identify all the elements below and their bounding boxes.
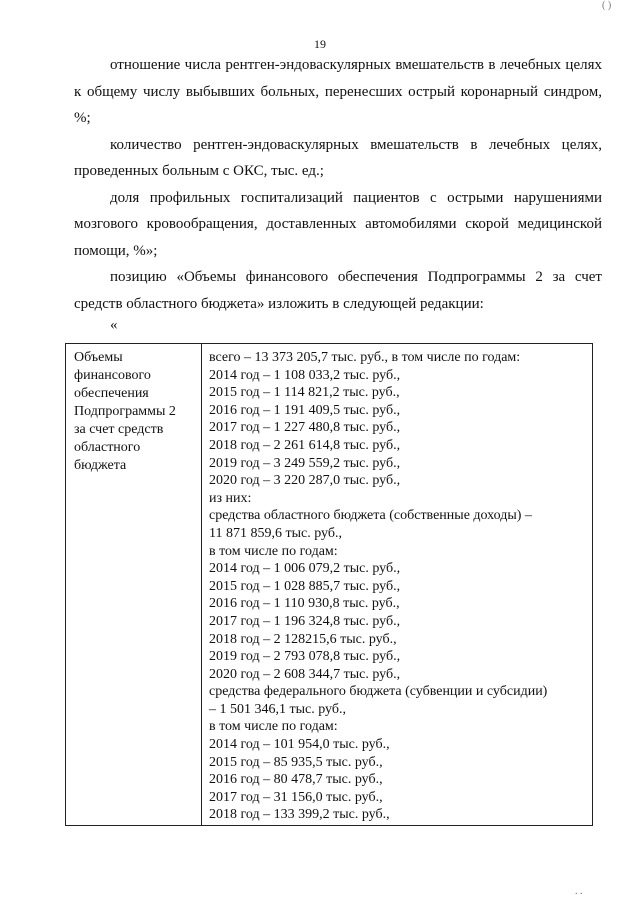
value-line: из них: bbox=[209, 490, 252, 506]
value-line: 2017 год – 1 196 324,8 тыс. руб., bbox=[209, 613, 401, 629]
value-line: 2014 год – 1 006 079,2 тыс. руб., bbox=[209, 561, 401, 577]
value-line: 2017 год – 31 156,0 тыс. руб., bbox=[209, 789, 383, 805]
label-line: Подпрограммы 2 bbox=[74, 404, 176, 419]
label-line: бюджета bbox=[74, 458, 127, 473]
value-line: 2017 год – 1 227 480,8 тыс. руб., bbox=[209, 420, 401, 436]
value-line: 2016 год – 80 478,7 тыс. руб., bbox=[209, 772, 383, 788]
paragraph: отношение числа рентген-эндоваскулярных вмешательств в лечебных целях к общему числу выбывших больных, перенесших острый коронарный синдром, %; bbox=[74, 57, 602, 126]
value-line: 2015 год – 1 114 821,2 тыс. руб., bbox=[209, 385, 400, 401]
body-text bbox=[74, 52, 602, 317]
label-line: Объемы bbox=[74, 350, 123, 365]
opening-quote-mark: « bbox=[110, 317, 118, 333]
value-line: 2020 год – 2 608 344,7 тыс. руб., bbox=[209, 666, 401, 682]
value-line: 11 871 859,6 тыс. руб., bbox=[209, 525, 342, 541]
label-line: за счет средств bbox=[74, 422, 164, 437]
funding-table bbox=[65, 343, 593, 826]
value-line: средства федерального бюджета (субвенции и субсидии) bbox=[209, 684, 548, 700]
value-line: 2015 год – 1 028 885,7 тыс. руб., bbox=[209, 578, 401, 594]
value-line: 2015 год – 85 935,5 тыс. руб., bbox=[209, 754, 383, 770]
value-line: 2018 год – 2 261 614,8 тыс. руб., bbox=[209, 437, 401, 453]
value-line: 2014 год – 1 108 033,2 тыс. руб., bbox=[209, 367, 401, 383]
bottom-marks: . . bbox=[575, 886, 583, 897]
table-value-cell bbox=[202, 344, 592, 825]
value-line: 2018 год – 133 399,2 тыс. руб., bbox=[209, 807, 390, 823]
value-line: 2018 год – 2 128215,6 тыс. руб., bbox=[209, 631, 397, 647]
value-line: 2019 год – 2 793 078,8 тыс. руб., bbox=[209, 649, 401, 665]
value-line: в том числе по годам: bbox=[209, 543, 338, 559]
paragraph: количество рентген-эндоваскулярных вмешательств в лечебных целях, проведенных больным с ОКС, тыс. ед.; bbox=[74, 136, 602, 179]
value-line: 2014 год – 101 954,0 тыс. руб., bbox=[209, 737, 390, 753]
label-line: финансового bbox=[74, 368, 151, 383]
value-line: всего – 13 373 205,7 тыс. руб., в том числе по годам: bbox=[209, 350, 521, 365]
value-line: в том числе по годам: bbox=[209, 719, 338, 735]
paragraph: доля профильных госпитализаций пациентов с острыми нарушениями мозгового кровообращения, доставленных автомобилями скорой медицинской помощи, %»; bbox=[74, 189, 602, 259]
table-label-cell bbox=[66, 344, 202, 825]
label-line: обеспечения bbox=[74, 386, 149, 401]
value-line: 2020 год – 3 220 287,0 тыс. руб., bbox=[209, 473, 401, 489]
value-line: 2016 год – 1 191 409,5 тыс. руб., bbox=[209, 402, 401, 418]
paragraph: позицию «Объемы финансового обеспечения Подпрограммы 2 за счет средств областного бюджета» изложить в следующей редакции: bbox=[74, 269, 602, 312]
value-line: – 1 501 346,1 тыс. руб., bbox=[209, 701, 346, 717]
value-line: 2016 год – 1 110 930,8 тыс. руб., bbox=[209, 596, 400, 612]
label-line: областного bbox=[74, 440, 141, 455]
value-line: 2019 год – 3 249 559,2 тыс. руб., bbox=[209, 455, 401, 471]
corner-mark: ( ) bbox=[602, 0, 612, 11]
value-line: средства областного бюджета (собственные доходы) – bbox=[209, 508, 532, 524]
page-number: 19 bbox=[314, 37, 326, 51]
